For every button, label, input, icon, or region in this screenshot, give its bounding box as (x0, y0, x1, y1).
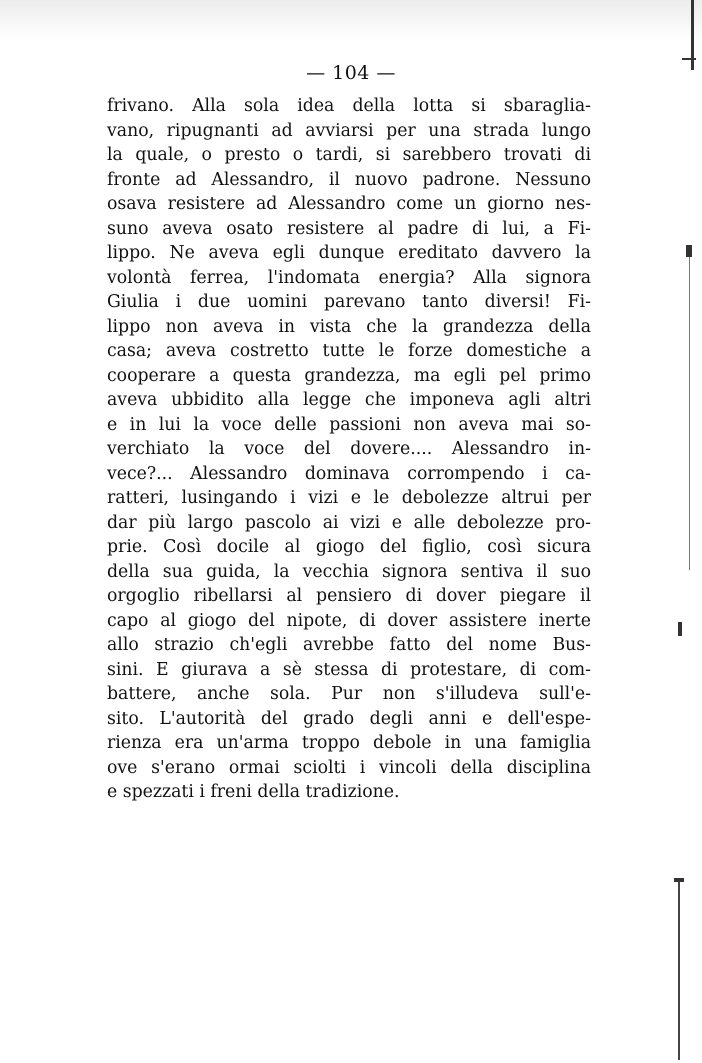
text-line: casa; aveva costretto tutte le forze domestiche a (107, 341, 591, 361)
text-line: sito. L'autorità del grado degli anni e dell'espe- (107, 708, 591, 729)
text-line: vano, ripugnanti ad avviarsi per una strada lungo (107, 120, 591, 141)
text-line: allo strazio ch'egli avrebbe fatto del nome Bus- (107, 635, 591, 655)
text-line: volontà ferrea, l'indomata energia? Alla signora (107, 267, 591, 288)
binding-edge-mark (678, 622, 682, 636)
text-line: sini. E giurava a sè stessa di protestare, di com- (107, 659, 591, 680)
text-line: e spezzati i freni della tradizione. (107, 782, 400, 802)
text-line: suno aveva osato resistere al padre di lui, a Fi- (107, 218, 591, 239)
text-line: capo al giogo del nipote, di dover assistere inerte (107, 610, 591, 631)
text-line: aveva ubbidito alla legge che imponeva agli altri (107, 390, 591, 410)
text-line: della sua guida, la vecchia signora sentiva il suo (107, 561, 591, 582)
binding-edge-mark (682, 58, 696, 60)
text-line: lippo non aveva in vista che la grandezza della (107, 316, 591, 337)
text-line: rienza era un'arma troppo debole in una famiglia (107, 733, 591, 753)
text-line: ratteri, lusingando i vizi e le debolezze altrui per (107, 488, 591, 508)
body-text (107, 94, 591, 805)
text-line: lippo. Ne aveva egli dunque ereditato davvero la (107, 243, 591, 263)
text-line: osava resistere ad Alessandro come un giorno nes- (107, 194, 591, 214)
text-line: orgoglio ribellarsi al pensiero di dover piegare il (107, 586, 591, 606)
text-line: frivano. Alla sola idea della lotta si sbaraglia- (107, 96, 591, 116)
page-number: — 104 — (306, 62, 396, 84)
binding-edge-mark (678, 880, 680, 1060)
text-line: ove s'erano ormai sciolti i vincoli della disciplina (107, 757, 591, 778)
text-line: cooperare a questa grandezza, ma egli pel primo (107, 365, 591, 386)
binding-edge-mark (686, 245, 692, 257)
text-line: e in lui la voce delle passioni non aveva mai so- (107, 414, 591, 435)
text-line: vece?... Alessandro dominava corrompendo i ca- (107, 463, 591, 484)
binding-edge-mark (689, 250, 690, 570)
text-line: Giulia i due uomini parevano tanto diversi! Fi- (107, 292, 591, 312)
text-line: dar più largo pascolo ai vizi e alle debolezze pro- (107, 512, 591, 533)
text-line: fronte ad Alessandro, il nuovo padrone. Nessuno (107, 169, 591, 190)
text-line: verchiato la voce del dovere.... Alessandro in- (107, 439, 591, 459)
text-line: la quale, o presto o tardi, si sarebbero trovati di (107, 145, 591, 165)
text-line: prie. Così docile al giogo del figlio, così sicura (107, 537, 591, 557)
binding-edge-mark (674, 878, 684, 882)
text-line: battere, anche sola. Pur non s'illudeva sull'e- (107, 684, 591, 704)
scan-shading (0, 0, 702, 40)
